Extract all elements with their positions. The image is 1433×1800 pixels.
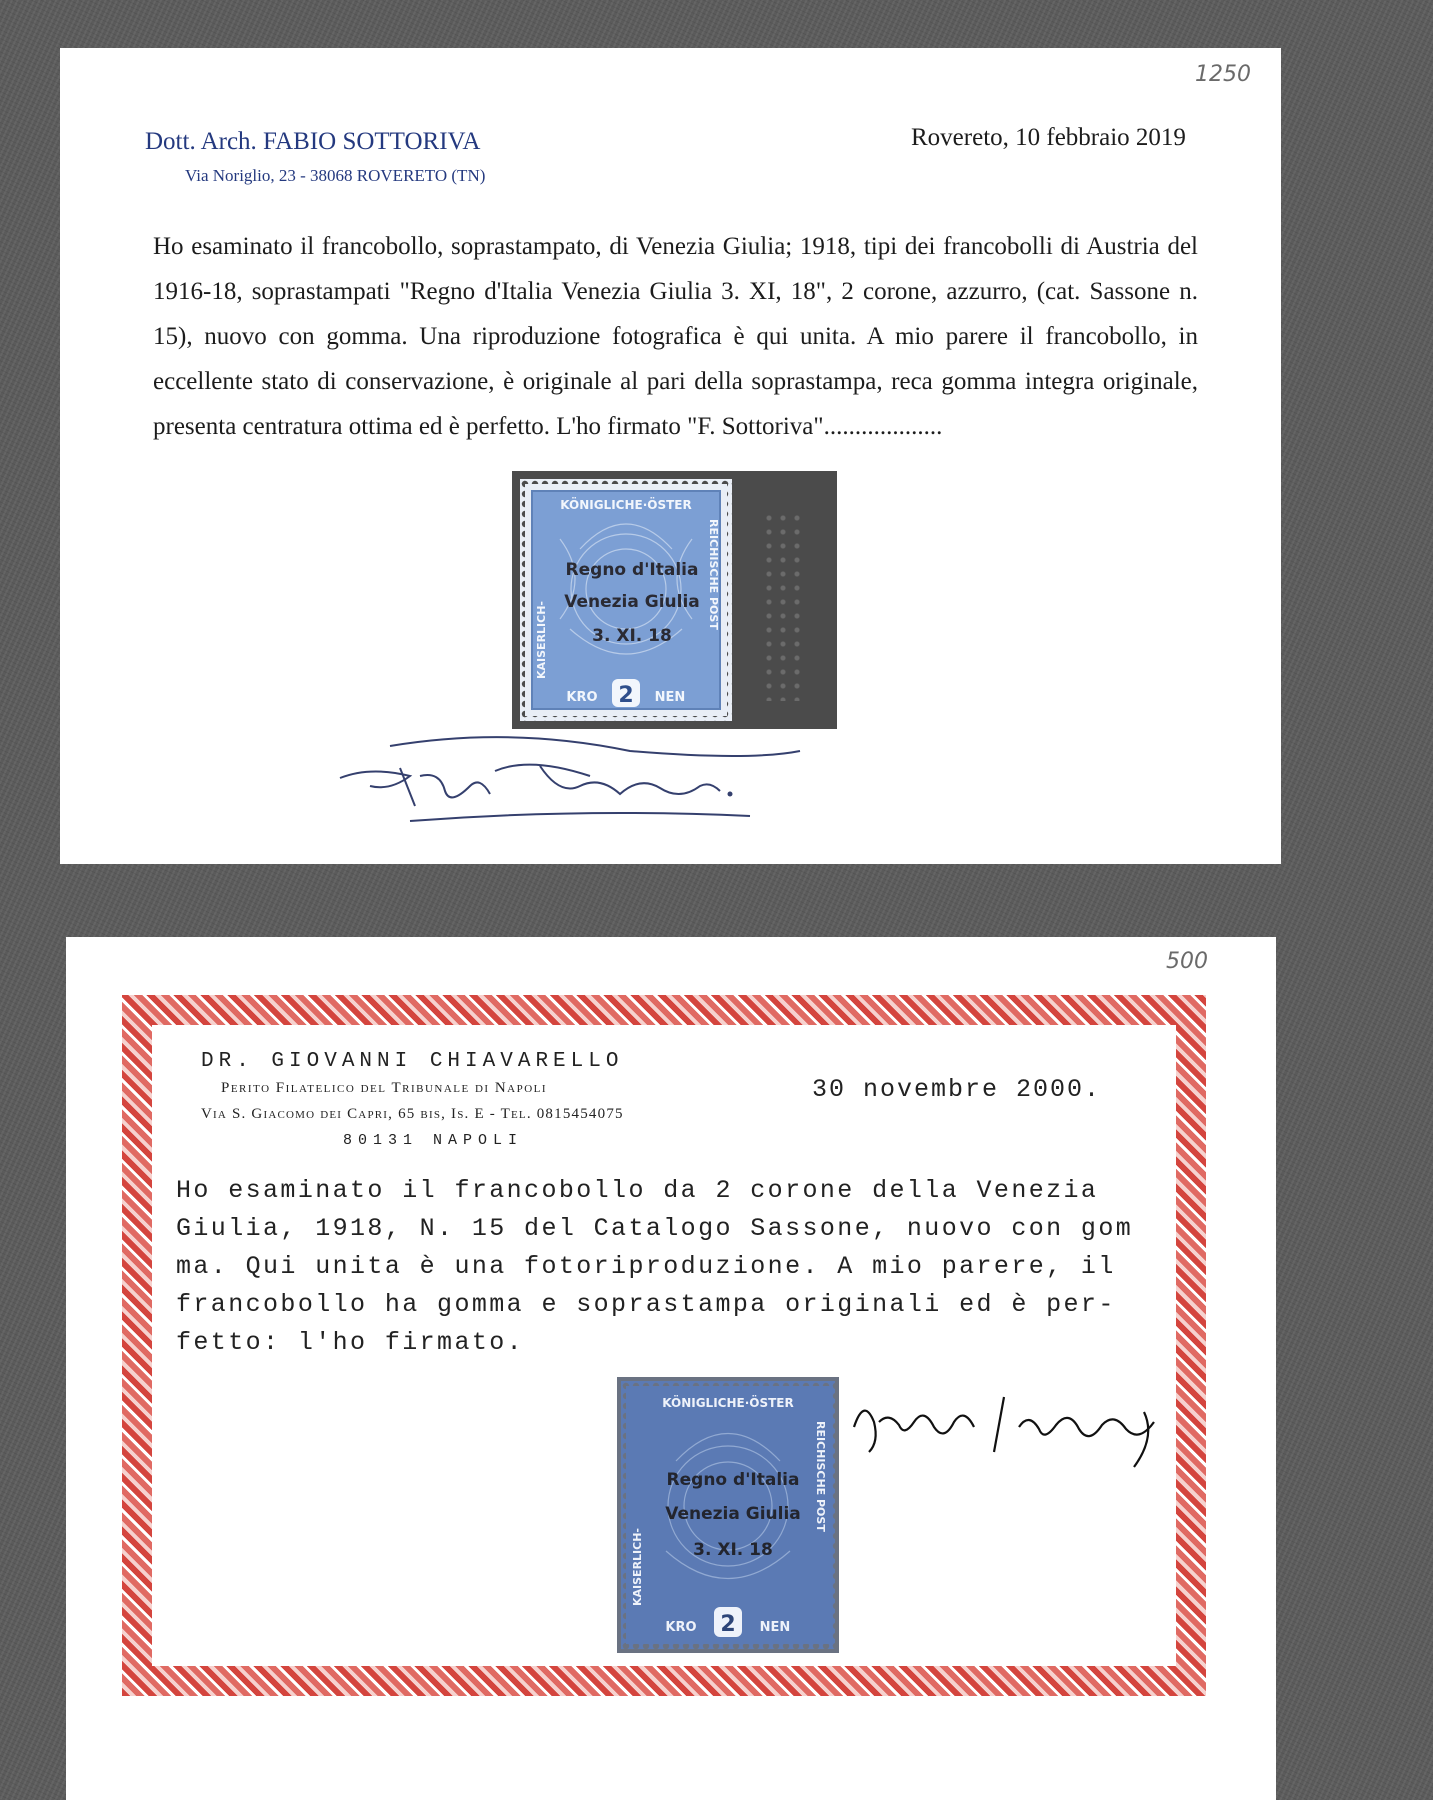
overprint-line-2: Venezia Giulia [665,1504,801,1524]
stamp-value-left: KRO [566,690,598,705]
overprint-line-3: 3. XI. 18 [693,1540,773,1560]
stamp-photo [512,471,837,729]
stamp-left-text: KAISERLICH- [631,1528,644,1606]
overprint-line-1: Regno d'Italia [666,1470,800,1490]
expert-title: Perito Filatelico del Tribunale di Napoli [221,1080,548,1096]
overprint-line-2: Venezia Giulia [564,592,700,612]
stamp-top-text: KÖNIGLICHE·ÖSTER [662,1396,794,1410]
pencil-price-note: 500 [1166,949,1208,974]
stamp-image [621,1381,835,1649]
certificate-text [176,1172,1236,1362]
certificate-date: 30 novembre 2000. [812,1075,1102,1104]
expert-city: 80131 NAPOLI [343,1132,524,1149]
text-line: Giulia, 1918, N. 15 del Catalogo Sassone, nuovo con gom [176,1214,1134,1243]
expert-name: DR. GIOVANNI CHIAVARELLO [201,1050,624,1073]
expert-address: Via S. Giacomo dei Capri, 65 bis, Is. E - Tel. 0815454075 [201,1106,624,1122]
stamp-left-text: KAISERLICH- [535,601,548,679]
stamp-value: 2 [720,1612,736,1637]
certificate-chiavarello [66,937,1276,1800]
stamp-right-text: REICHISCHE POST [707,519,720,630]
signature-sottoriva [330,716,850,826]
stamp-value-left: KRO [665,1620,697,1635]
expert-address: Via Noriglio, 23 - 38068 ROVERETO (TN) [185,166,486,185]
overprint-line-1: Regno d'Italia [565,560,699,580]
certificate-sottoriva [60,48,1281,864]
stamp-value: 2 [618,683,634,708]
place-date: Rovereto, 10 febbraio 2019 [911,124,1186,151]
stamp-top-text: KÖNIGLICHE·ÖSTER [560,498,692,512]
expert-name: Dott. Arch. FABIO SOTTORIVA [145,128,481,155]
pencil-price-note: 1250 [1195,62,1251,87]
certificate-text: Ho esaminato il francobollo, soprastampato, di Venezia Giulia; 1918, tipi dei francobolli di Austria del 1916-18, soprastampati "Regno d'Italia Venezia Giulia 3. XI, 18", 2 corone, azzurro, (cat. Sassone n. 15), nuovo con gomma. Una riproduzione fotografica è qui unita. A mio parere il francobollo, in eccellente stato di conservazione, è originale al pari della soprastampa, reca gomma integra originale, presenta centratura ottima ed è perfetto. L'ho firmato "F. Sottoriva"................... [153,233,1198,440]
signature-chiavarello [844,1367,1164,1477]
text-line: fetto: l'ho firmato. [176,1328,525,1357]
stamp-right-text: REICHISCHE POST [814,1421,827,1532]
text-line: ma. Qui unita è una fotoriproduzione. A mio parere, il [176,1252,1116,1281]
text-line: Ho esaminato il francobollo da 2 corone della Venezia [176,1176,1099,1205]
embossed-seal [762,511,802,701]
stamp-value-right: NEN [654,690,686,705]
stamp-image [520,479,732,721]
overprint-line-3: 3. XI. 18 [592,626,672,646]
text-line: francobollo ha gomma e soprastampa originali ed è per- [176,1290,1116,1319]
stamp-photo [617,1377,839,1653]
stamp-value-right: NEN [759,1620,791,1635]
